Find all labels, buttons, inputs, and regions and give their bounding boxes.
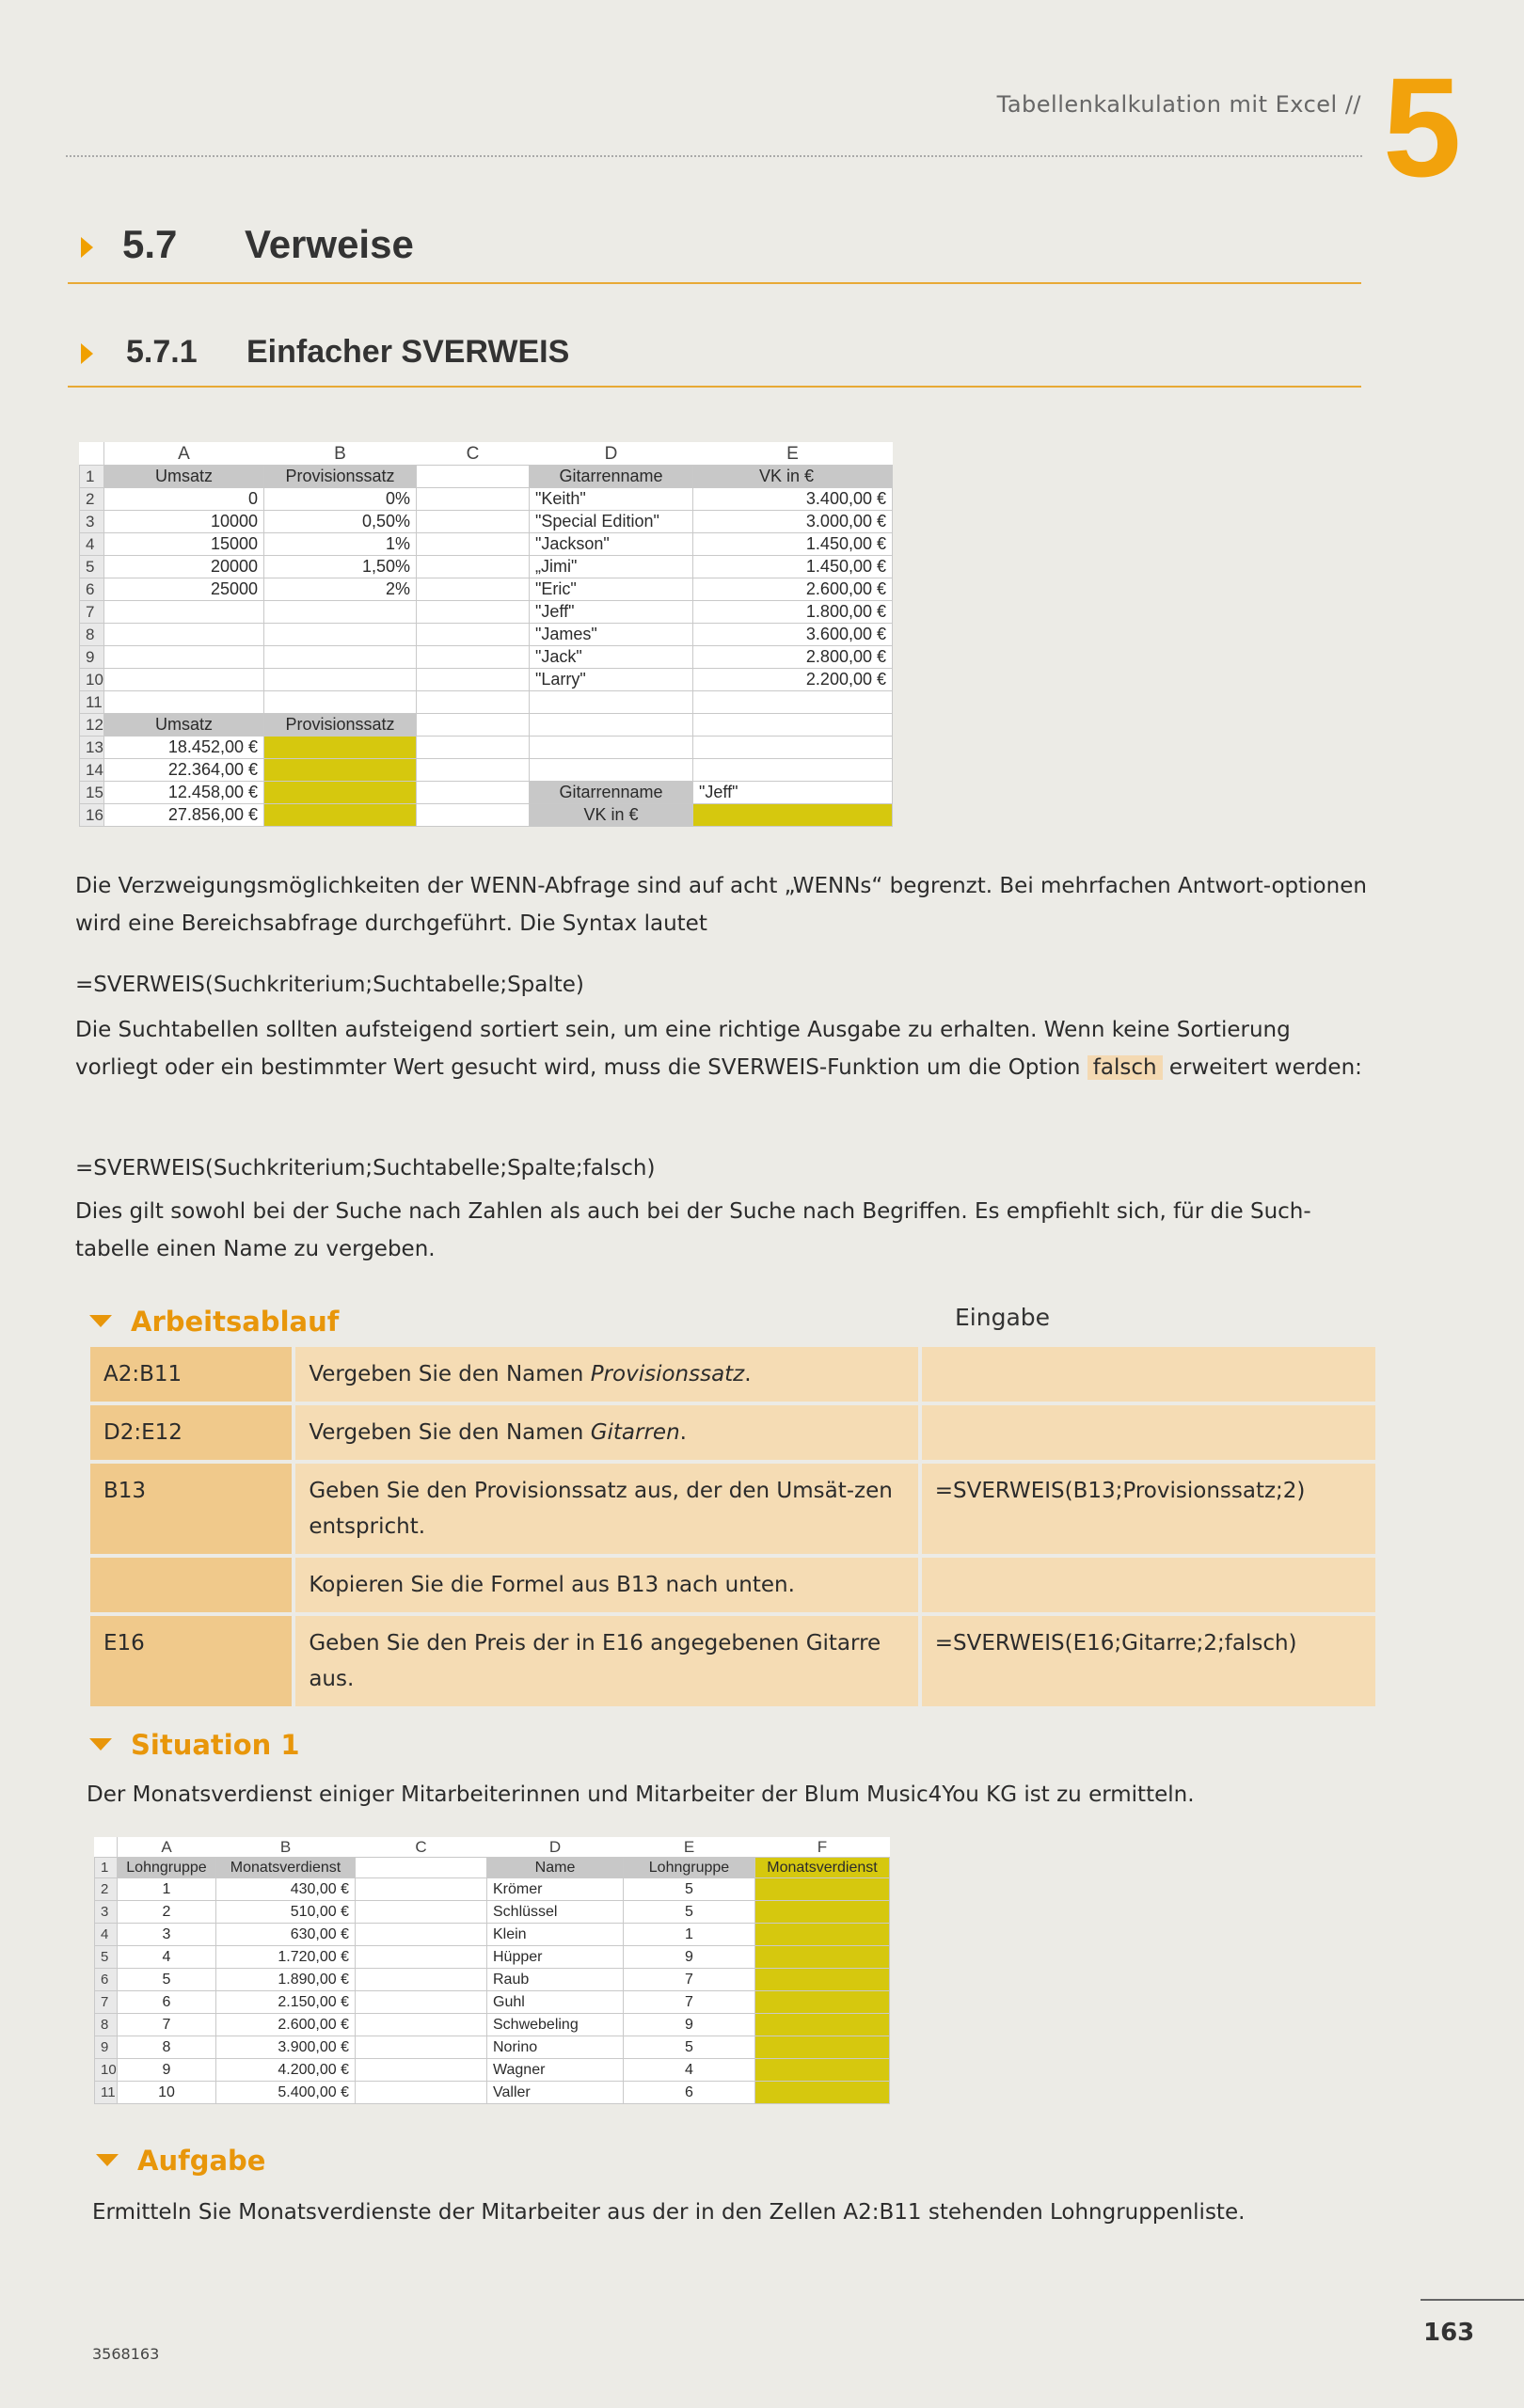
row-header: 10	[95, 2059, 118, 2082]
cell	[530, 714, 693, 737]
triangle-right-icon	[81, 237, 93, 258]
cell: 2.600,00 €	[693, 578, 893, 601]
cell: 18.452,00 €	[104, 737, 264, 759]
cell: 10000	[104, 511, 264, 533]
header-cell: Provisionssatz	[264, 466, 417, 488]
result-cell	[755, 1969, 890, 1991]
cell	[264, 646, 417, 669]
section-title: Verweise	[245, 222, 414, 266]
column-header: A	[118, 1838, 216, 1858]
page-number: 163	[1423, 2319, 1475, 2347]
result-cell	[755, 1991, 890, 2014]
cell	[356, 1946, 487, 1969]
cell	[356, 1878, 487, 1901]
header-cell: VK in €	[530, 804, 693, 827]
cell-reference: B13	[90, 1464, 292, 1554]
cell: 7	[118, 2014, 216, 2036]
step-description: Geben Sie den Preis der in E16 angegebenen Gitarre aus.	[295, 1616, 917, 1706]
cell: Schlüssel	[487, 1901, 624, 1924]
chapter-number: 5	[1383, 48, 1462, 206]
step-input: =SVERWEIS(E16;Gitarre;2;falsch)	[922, 1616, 1375, 1706]
row-header: 7	[95, 1991, 118, 2014]
formula: =SVERWEIS(Suchkriterium;Suchtabelle;Spalte;falsch)	[75, 1156, 656, 1180]
row-header: 7	[80, 601, 104, 624]
subsection-heading	[68, 325, 1361, 388]
cell	[417, 669, 530, 691]
cell-reference: E16	[90, 1616, 292, 1706]
result-cell	[693, 804, 893, 827]
row-header: 11	[95, 2082, 118, 2104]
cell: "Eric"	[530, 578, 693, 601]
step-description	[295, 1405, 917, 1460]
cell: 1.450,00 €	[693, 533, 893, 556]
result-cell	[264, 759, 417, 782]
workflow-heading	[89, 1306, 339, 1338]
workflow-row	[90, 1405, 1375, 1460]
cell: 8	[118, 2036, 216, 2059]
cell	[264, 669, 417, 691]
cell: 22.364,00 €	[104, 759, 264, 782]
situation-text: Der Monatsverdienst einiger Mitarbeiterinnen und Mitarbeiter der Blum Music4You KG ist zu ermitteln.	[87, 1782, 1195, 1807]
cell: "Jackson"	[530, 533, 693, 556]
row-header: 3	[95, 1901, 118, 1924]
cell: 7	[624, 1969, 755, 1991]
cell	[417, 466, 530, 488]
cell	[693, 759, 893, 782]
cell	[356, 2014, 487, 2036]
cell	[356, 1991, 487, 2014]
chapter-title: Tabellenkalkulation mit Excel //	[996, 91, 1361, 118]
column-header: D	[487, 1838, 624, 1858]
cell: Krömer	[487, 1878, 624, 1901]
header-cell: VK in €	[693, 466, 893, 488]
triangle-down-icon	[96, 2154, 119, 2166]
cell: 5.400,00 €	[216, 2082, 356, 2104]
workflow-row	[90, 1616, 1375, 1706]
cell	[356, 2059, 487, 2082]
result-cell	[755, 2036, 890, 2059]
triangle-right-icon	[81, 343, 93, 364]
cell-reference	[90, 1558, 292, 1612]
task-text: Ermitteln Sie Monatsverdienste der Mitarbeiter aus der in den Zellen A2:B11 stehenden Lohngruppenliste.	[92, 2200, 1246, 2225]
row-header: 5	[80, 556, 104, 578]
workflow-title: Arbeitsablauf	[131, 1306, 340, 1338]
column-header: E	[624, 1838, 755, 1858]
row-header: 12	[80, 714, 104, 737]
cell	[356, 1924, 487, 1946]
row-header: 4	[80, 533, 104, 556]
name-emphasis: Provisionssatz	[590, 1362, 745, 1386]
cell	[417, 511, 530, 533]
cell: 9	[118, 2059, 216, 2082]
corner-cell	[95, 1838, 118, 1858]
cell: 2.800,00 €	[693, 646, 893, 669]
cell: 4.200,00 €	[216, 2059, 356, 2082]
cell: Klein	[487, 1924, 624, 1946]
cell: 1%	[264, 533, 417, 556]
cell	[417, 714, 530, 737]
cell: 2.150,00 €	[216, 1991, 356, 2014]
cell: 4	[624, 2059, 755, 2082]
cell: Hüpper	[487, 1946, 624, 1969]
subsection-title: Einfacher SVERWEIS	[246, 334, 570, 370]
cell: "Larry"	[530, 669, 693, 691]
row-header: 3	[80, 511, 104, 533]
row-header: 14	[80, 759, 104, 782]
cell: "Keith"	[530, 488, 693, 511]
cell-reference: D2:E12	[90, 1405, 292, 1460]
row-header: 15	[80, 782, 104, 804]
cell: 1.450,00 €	[693, 556, 893, 578]
row-header: 8	[80, 624, 104, 646]
formula: =SVERWEIS(Suchkriterium;Suchtabelle;Spalte)	[75, 973, 584, 997]
paragraph: Die Verzweigungsmöglichkeiten der WENN-Abfrage sind auf acht „WENNs“ begrenzt. Bei mehrfachen Antwort-optionen wird eine Bereichsabfrage durchgeführt. Die Syntax lautet	[75, 874, 1367, 936]
cell: 1.800,00 €	[693, 601, 893, 624]
situation-title: Situation 1	[131, 1729, 300, 1761]
row-header: 4	[95, 1924, 118, 1946]
paragraph	[75, 1011, 1373, 1086]
cell: 2.600,00 €	[216, 2014, 356, 2036]
cell	[693, 691, 893, 714]
cell: 1	[118, 1878, 216, 1901]
cell	[264, 601, 417, 624]
cell: 5	[624, 1901, 755, 1924]
cell	[356, 2036, 487, 2059]
cell: „Jimi"	[530, 556, 693, 578]
cell: "Special Edition"	[530, 511, 693, 533]
triangle-down-icon	[89, 1738, 112, 1751]
cell: 1,50%	[264, 556, 417, 578]
cell: 1.720,00 €	[216, 1946, 356, 1969]
cell	[693, 737, 893, 759]
cell	[417, 533, 530, 556]
cell: Valler	[487, 2082, 624, 2104]
row-header: 1	[80, 466, 104, 488]
result-cell	[264, 782, 417, 804]
situation-heading	[89, 1729, 300, 1761]
cell: 510,00 €	[216, 1901, 356, 1924]
result-cell	[755, 1901, 890, 1924]
cell: Norino	[487, 2036, 624, 2059]
paragraph: Dies gilt sowohl bei der Suche nach Zahlen als auch bei der Suche nach Begriffen. Es empfiehlt sich, für die Such-tabelle einen Name zu vergeben.	[75, 1199, 1311, 1261]
cell	[356, 1969, 487, 1991]
cell	[264, 624, 417, 646]
cell: 430,00 €	[216, 1878, 356, 1901]
header-cell: Gitarrenname	[530, 782, 693, 804]
result-cell	[755, 1946, 890, 1969]
header-divider	[66, 155, 1362, 157]
cell: 5	[624, 2036, 755, 2059]
result-cell	[264, 804, 417, 827]
row-header: 2	[95, 1878, 118, 1901]
result-cell	[755, 1924, 890, 1946]
column-header: C	[356, 1838, 487, 1858]
column-header: D	[530, 443, 693, 466]
cell	[417, 782, 530, 804]
row-header: 2	[80, 488, 104, 511]
cell	[417, 691, 530, 714]
cell: "Jack"	[530, 646, 693, 669]
header-cell: Monatsverdienst	[216, 1858, 356, 1878]
cell: 15000	[104, 533, 264, 556]
cell: 1	[624, 1924, 755, 1946]
cell: 27.856,00 €	[104, 804, 264, 827]
spreadsheet-wages	[94, 1837, 890, 2104]
cell	[693, 714, 893, 737]
row-header: 11	[80, 691, 104, 714]
cell: 9	[624, 1946, 755, 1969]
cell: 2.200,00 €	[693, 669, 893, 691]
header-cell: Gitarrenname	[530, 466, 693, 488]
cell	[104, 691, 264, 714]
cell	[417, 804, 530, 827]
cell	[417, 624, 530, 646]
cell	[417, 601, 530, 624]
row-header: 6	[80, 578, 104, 601]
cell: 20000	[104, 556, 264, 578]
result-cell	[755, 2014, 890, 2036]
cell: "Jeff"	[530, 601, 693, 624]
text-run: Vergeben Sie den Namen	[309, 1362, 591, 1386]
input-column-heading: Eingabe	[955, 1304, 1051, 1331]
cell: Raub	[487, 1969, 624, 1991]
row-header: 13	[80, 737, 104, 759]
cell	[356, 1858, 487, 1878]
text-run: Die Suchtabellen sollten aufsteigend sortiert sein, um eine richtige Ausgabe zu erhalten. Wenn keine Sortierung vorliegt oder ein bestimmter Wert gesucht wird, muss die SVERWEIS-Funktion um die Option	[75, 1018, 1291, 1080]
cell: 3.900,00 €	[216, 2036, 356, 2059]
step-input	[922, 1347, 1375, 1402]
column-header: C	[417, 443, 530, 466]
result-cell	[755, 1878, 890, 1901]
text-run: erweitert werden:	[1162, 1055, 1362, 1080]
header-cell: Lohngruppe	[118, 1858, 216, 1878]
cell: 4	[118, 1946, 216, 1969]
step-input	[922, 1558, 1375, 1612]
cell	[417, 646, 530, 669]
task-title: Aufgabe	[137, 2145, 266, 2177]
cell: 630,00 €	[216, 1924, 356, 1946]
row-header: 6	[95, 1969, 118, 1991]
column-header: E	[693, 443, 893, 466]
cell: 0	[104, 488, 264, 511]
cell: 6	[118, 1991, 216, 2014]
column-header: B	[216, 1838, 356, 1858]
cell	[104, 669, 264, 691]
cell	[264, 691, 417, 714]
step-description: Kopieren Sie die Formel aus B13 nach unten.	[295, 1558, 917, 1612]
workflow-row	[90, 1558, 1375, 1612]
text-run: .	[679, 1420, 687, 1445]
name-emphasis: Gitarren	[590, 1420, 680, 1445]
workflow-row	[90, 1464, 1375, 1554]
step-input: =SVERWEIS(B13;Provisionssatz;2)	[922, 1464, 1375, 1554]
cell-reference: A2:B11	[90, 1347, 292, 1402]
row-header: 5	[95, 1946, 118, 1969]
column-header: A	[104, 443, 264, 466]
cell: 5	[118, 1969, 216, 1991]
cell: Guhl	[487, 1991, 624, 2014]
cell	[356, 1901, 487, 1924]
cell: 3	[118, 1924, 216, 1946]
step-description: Geben Sie den Provisionssatz aus, der den Umsät-zen entspricht.	[295, 1464, 917, 1554]
text-run: Vergeben Sie den Namen	[309, 1420, 591, 1445]
triangle-down-icon	[89, 1315, 112, 1327]
footer-divider	[1421, 2299, 1524, 2301]
cell: 2	[118, 1901, 216, 1924]
cell	[417, 556, 530, 578]
header-cell: Umsatz	[104, 466, 264, 488]
cell: 7	[624, 1991, 755, 2014]
cell	[530, 737, 693, 759]
row-header: 16	[80, 804, 104, 827]
row-header: 8	[95, 2014, 118, 2036]
book-code: 3568163	[92, 2345, 160, 2363]
cell: 25000	[104, 578, 264, 601]
cell: 3.600,00 €	[693, 624, 893, 646]
step-input	[922, 1405, 1375, 1460]
cell: 6	[624, 2082, 755, 2104]
cell: 10	[118, 2082, 216, 2104]
cell	[530, 759, 693, 782]
header-cell: Monatsverdienst	[755, 1858, 890, 1878]
row-header: 1	[95, 1858, 118, 1878]
row-header: 9	[95, 2036, 118, 2059]
result-cell	[264, 737, 417, 759]
subsection-number: 5.7.1	[126, 334, 198, 370]
cell	[417, 737, 530, 759]
section-heading	[68, 216, 1361, 284]
cell: 0,50%	[264, 511, 417, 533]
workflow-table	[87, 1343, 1379, 1710]
cell	[356, 2082, 487, 2104]
header-cell: Name	[487, 1858, 624, 1878]
cell	[530, 691, 693, 714]
cell: 1.890,00 €	[216, 1969, 356, 1991]
cell: Schwebeling	[487, 2014, 624, 2036]
cell: Wagner	[487, 2059, 624, 2082]
cell	[104, 601, 264, 624]
header-cell: Provisionssatz	[264, 714, 417, 737]
step-description	[295, 1347, 917, 1402]
workflow-row	[90, 1347, 1375, 1402]
cell: 9	[624, 2014, 755, 2036]
row-header: 10	[80, 669, 104, 691]
corner-cell	[80, 443, 104, 466]
highlighted-keyword: falsch	[1087, 1055, 1163, 1080]
result-cell	[755, 2059, 890, 2082]
header-cell: Umsatz	[104, 714, 264, 737]
cell: 12.458,00 €	[104, 782, 264, 804]
cell: 5	[624, 1878, 755, 1901]
task-heading	[96, 2145, 265, 2177]
column-header: B	[264, 443, 417, 466]
cell: 3.000,00 €	[693, 511, 893, 533]
cell	[417, 759, 530, 782]
cell	[417, 578, 530, 601]
cell	[417, 488, 530, 511]
cell: 0%	[264, 488, 417, 511]
cell: "James"	[530, 624, 693, 646]
text-run: .	[744, 1362, 752, 1386]
cell: 3.400,00 €	[693, 488, 893, 511]
result-cell	[755, 2082, 890, 2104]
cell	[104, 624, 264, 646]
spreadsheet-provision-guitars	[79, 442, 893, 827]
row-header: 9	[80, 646, 104, 669]
column-header: F	[755, 1838, 890, 1858]
header-cell: Lohngruppe	[624, 1858, 755, 1878]
section-number: 5.7	[122, 222, 178, 266]
cell	[104, 646, 264, 669]
cell: 2%	[264, 578, 417, 601]
cell: "Jeff"	[693, 782, 893, 804]
